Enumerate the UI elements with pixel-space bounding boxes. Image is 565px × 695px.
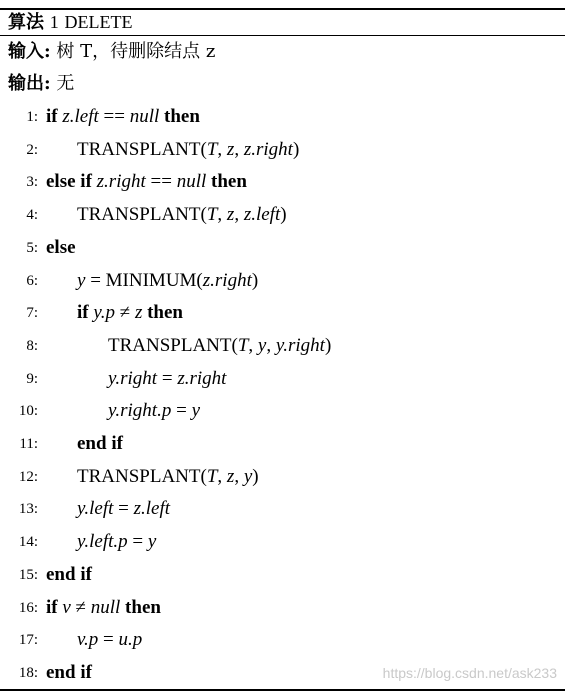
line-code: y.right = z.right — [108, 367, 227, 389]
line-code: else — [46, 236, 76, 258]
line-number: 14: — [18, 534, 38, 551]
bottom-rule — [0, 689, 565, 691]
code-line — [0, 265, 565, 297]
line-code: if y.p ≠ z then — [77, 302, 183, 324]
code-line — [0, 199, 565, 231]
line-code: y.left.p = y — [77, 531, 157, 553]
line-number: 16: — [18, 599, 38, 616]
code-line — [0, 395, 565, 427]
line-code: end if — [77, 433, 123, 454]
line-number: 12: — [18, 468, 38, 485]
line-code: y.right.p = y — [108, 400, 200, 422]
line-number: 2: — [26, 141, 38, 158]
code-line — [0, 232, 565, 264]
line-number: 9: — [26, 370, 38, 387]
line-code: TRANSPLANT(T, y, y.right) — [108, 334, 332, 356]
line-code: y = MINIMUM(z.right) — [77, 269, 259, 291]
algorithm-name: DELETE — [64, 12, 133, 32]
code-line — [0, 428, 565, 460]
line-number: 7: — [26, 305, 38, 322]
title-rule — [0, 35, 565, 36]
line-code: y.left = z.left — [77, 498, 171, 520]
line-number: 1: — [26, 109, 38, 125]
code-line — [0, 559, 565, 591]
line-number: 11: — [19, 436, 38, 452]
line-code: TRANSPLANT(T, z, y) — [77, 465, 259, 487]
code-line — [0, 101, 565, 133]
line-number: 13: — [18, 501, 38, 518]
code-line — [0, 166, 565, 198]
output-text: 无 — [56, 73, 75, 94]
line-number: 3: — [26, 174, 38, 191]
input-text: 树 T，待删除结点 z — [56, 41, 216, 62]
code-line — [0, 134, 565, 166]
algorithm-word: 算法 — [8, 12, 44, 33]
code-line — [0, 461, 565, 493]
output-line — [8, 70, 74, 98]
line-number: 8: — [26, 337, 38, 354]
line-code: if v ≠ null then — [46, 596, 161, 618]
code-line — [0, 526, 565, 558]
code-line — [0, 363, 565, 395]
line-number: 4: — [26, 207, 38, 224]
line-code: TRANSPLANT(T, z, z.left) — [77, 204, 287, 226]
input-label: 输入: — [8, 41, 51, 62]
line-code: TRANSPLANT(T, z, z.right) — [77, 138, 300, 160]
line-number: 5: — [26, 239, 38, 256]
line-code: if z.left == null then — [46, 106, 200, 127]
algorithm-title — [8, 9, 132, 35]
code-line — [0, 592, 565, 624]
code-line — [0, 297, 565, 329]
line-code: end if — [46, 661, 92, 683]
algorithm-number: 1 — [49, 12, 59, 32]
line-code: else if z.right == null then — [46, 171, 247, 193]
line-code: end if — [46, 563, 92, 585]
line-number: 18: — [18, 664, 38, 681]
watermark: https://blog.csdn.net/ask233 — [382, 665, 557, 681]
input-line — [8, 38, 215, 66]
line-number: 10: — [18, 403, 38, 420]
code-line — [0, 493, 565, 525]
output-label: 输出: — [8, 73, 51, 94]
line-number: 17: — [18, 632, 38, 649]
line-number: 6: — [26, 272, 38, 289]
code-line — [0, 330, 565, 362]
code-line — [0, 624, 565, 656]
line-code: v.p = u.p — [77, 629, 143, 651]
line-number: 15: — [18, 566, 38, 583]
